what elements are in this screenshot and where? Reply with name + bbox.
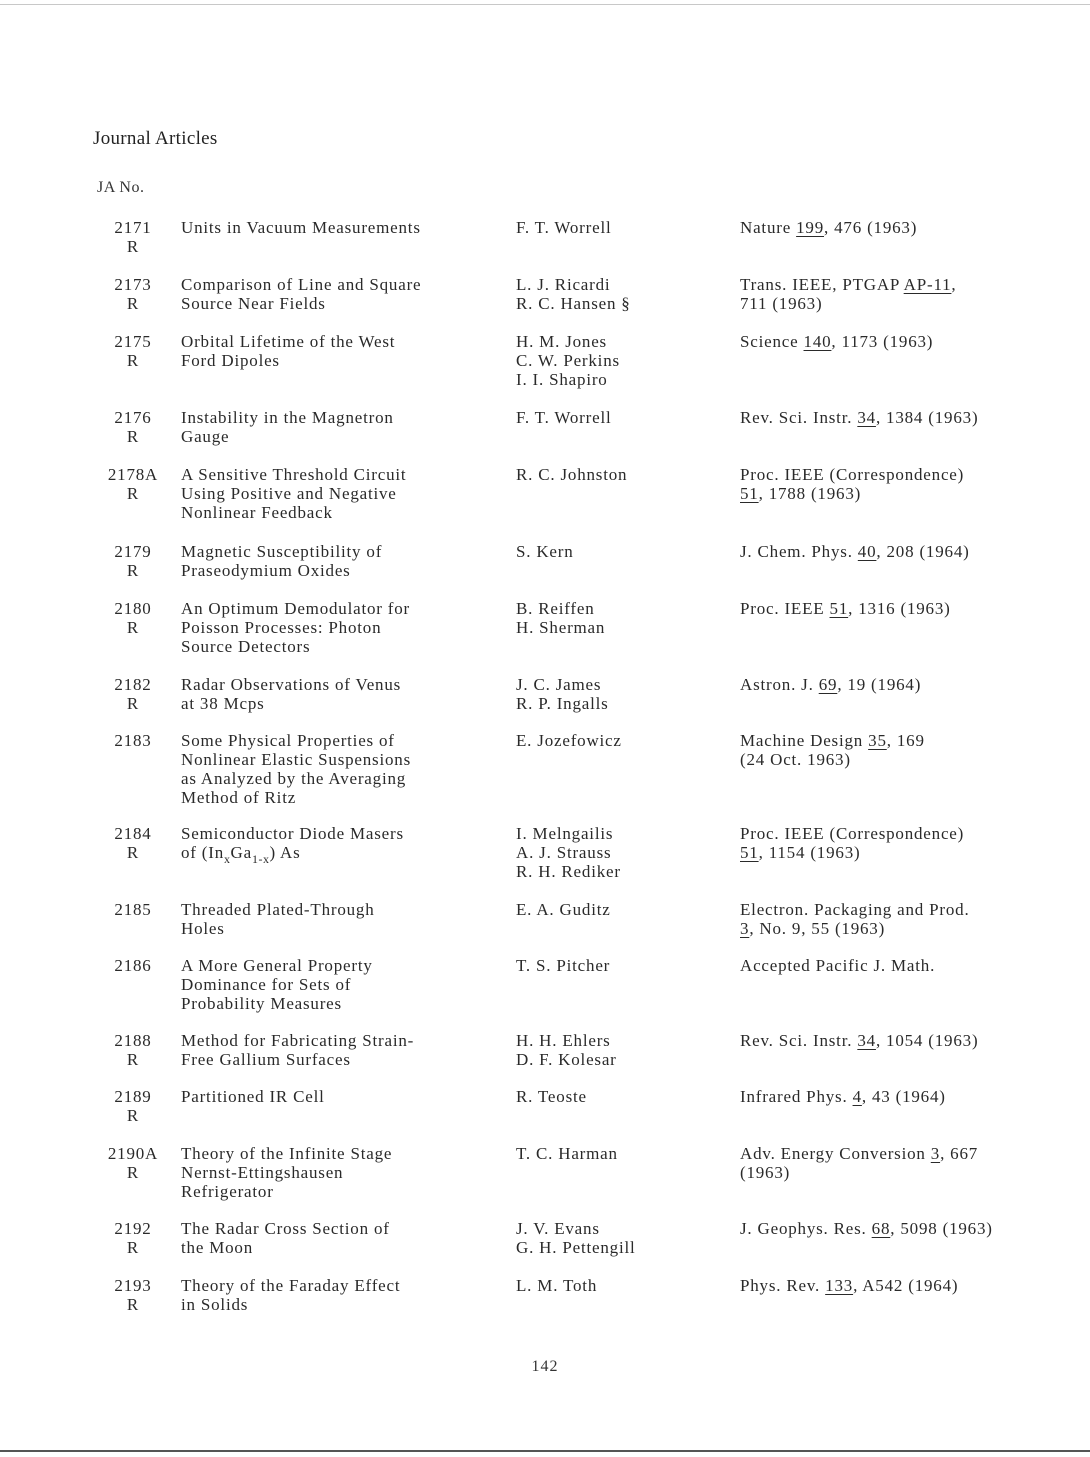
ja-reprint-flag: R [126, 351, 140, 370]
reference-line [740, 1144, 1060, 1163]
reference-line [740, 1219, 1060, 1238]
article-title-line: Partitioned IR Cell [181, 1087, 325, 1106]
reference-line [740, 1031, 1060, 1050]
article-authors [516, 731, 726, 750]
ja-number [100, 1219, 166, 1257]
article-authors [516, 542, 726, 561]
article-authors [516, 900, 726, 919]
author-name: E. A. Guditz [516, 900, 611, 919]
article-title [181, 542, 501, 580]
author-name: R. C. Hansen § [516, 294, 631, 313]
reference-text: , 5098 (1963) [890, 1219, 993, 1238]
article-title [181, 824, 501, 869]
article-title [181, 1087, 501, 1106]
article-authors [516, 1276, 726, 1295]
ja-reprint-flag: R [126, 1295, 140, 1314]
article-title-line: The Radar Cross Section of [181, 1219, 390, 1238]
ja-number-value: 2190A [107, 1144, 159, 1163]
ja-number [100, 900, 166, 919]
ja-number-value: 2178A [107, 465, 159, 484]
article-title [181, 332, 501, 370]
article-authors [516, 275, 726, 313]
reference-line [740, 484, 1060, 503]
article-title-line: Source Near Fields [181, 294, 326, 313]
reference-text: , 19 (1964) [837, 675, 922, 694]
article-title-line: Theory of the Infinite Stage [181, 1144, 393, 1163]
volume-number: AP-11 [903, 275, 952, 294]
journal-reference [740, 900, 1060, 938]
reference-text: , 43 (1964) [861, 1087, 946, 1106]
reference-line [740, 1087, 1060, 1106]
reference-text: Nature [740, 218, 797, 237]
bottom-rule [0, 1450, 1090, 1452]
reference-line [740, 1276, 1060, 1295]
ja-number [100, 1144, 166, 1182]
article-title [181, 1031, 501, 1069]
journal-reference [740, 1144, 1060, 1182]
reference-line [740, 824, 1060, 843]
column-label-ja-no: JA No. [97, 179, 145, 196]
reference-line [740, 465, 1060, 484]
article-title-line: Gauge [181, 427, 230, 446]
reference-text: (1963) [740, 1163, 791, 1182]
ja-number-value: 2173 [114, 275, 152, 294]
ja-number [100, 1031, 166, 1069]
journal-reference [740, 956, 1060, 975]
volume-number: 3 [930, 1144, 941, 1163]
journal-reference [740, 332, 1060, 351]
reference-text: , 1054 (1963) [875, 1031, 979, 1050]
journal-reference [740, 824, 1060, 862]
article-title [181, 731, 501, 807]
author-name: B. Reiffen [516, 599, 595, 618]
ja-number-value: 2182 [114, 675, 152, 694]
ja-number [100, 218, 166, 256]
ja-reprint-flag: R [126, 484, 140, 503]
author-name: G. H. Pettengill [516, 1238, 636, 1257]
reference-text: , 1173 (1963) [831, 332, 934, 351]
volume-number: 133 [825, 1276, 854, 1295]
volume-number: 140 [803, 332, 832, 351]
article-title-line: of $(In_xGa_{1-x})$ As [181, 843, 301, 866]
reference-text: , 1316 (1963) [848, 599, 951, 618]
ja-reprint-flag: R [126, 843, 140, 862]
reference-text: Trans. IEEE, PTGAP [740, 275, 904, 294]
article-title-line: Refrigerator [181, 1182, 274, 1201]
journal-reference [740, 731, 1060, 769]
ja-number-value: 2188 [114, 1031, 152, 1050]
article-title-line: An Optimum Demodulator for [181, 599, 411, 618]
ja-reprint-flag: R [126, 1050, 140, 1069]
formula-text: ) As [269, 843, 301, 862]
reference-line [740, 599, 1060, 618]
reference-line [740, 294, 1060, 313]
article-title-line: Source Detectors [181, 637, 311, 656]
reference-text: Electron. Packaging and Prod. [740, 900, 970, 919]
author-name: C. W. Perkins [516, 351, 620, 370]
article-title-line: the Moon [181, 1238, 254, 1257]
article-authors [516, 599, 726, 637]
article-title-line: A More General Property [181, 956, 373, 975]
reference-text: Proc. IEEE (Correspondence) [740, 824, 965, 843]
volume-number: 68 [871, 1219, 891, 1238]
article-authors [516, 1219, 726, 1257]
article-title-line: as Analyzed by the Averaging [181, 769, 407, 788]
ja-number [100, 332, 166, 370]
volume-number: 34 [857, 1031, 876, 1050]
ja-number-value: 2193 [114, 1276, 152, 1295]
ja-number-value: 2183 [114, 731, 152, 750]
volume-number: 51 [740, 843, 759, 862]
article-title-line: Comparison of Line and Square [181, 275, 422, 294]
author-name: J. V. Evans [516, 1219, 600, 1238]
reference-text: , 476 (1963) [824, 218, 918, 237]
article-title-line: Magnetic Susceptibility of [181, 542, 383, 561]
article-title-line: Nonlinear Elastic Suspensions [181, 750, 412, 769]
ja-number [100, 731, 166, 750]
journal-reference [740, 675, 1060, 694]
article-title-line: Using Positive and Negative [181, 484, 397, 503]
reference-line [740, 750, 1060, 769]
reference-text: , No. 9, 55 (1963) [749, 919, 886, 938]
ja-number [100, 599, 166, 637]
article-title-line: Threaded Plated-Through [181, 900, 375, 919]
article-title-line: Praseodymium Oxides [181, 561, 351, 580]
volume-number: 3 [740, 919, 750, 938]
ja-number [100, 408, 166, 446]
author-name: J. C. James [516, 675, 602, 694]
reference-text: , 169 [886, 731, 925, 750]
reference-text: , [951, 275, 957, 294]
reference-text: , 1788 (1963) [758, 484, 862, 503]
top-rule [0, 4, 1090, 5]
article-authors [516, 1087, 726, 1106]
ja-number [100, 1276, 166, 1314]
article-title [181, 465, 501, 522]
volume-number: 199 [796, 218, 825, 237]
reference-text: Phys. Rev. [740, 1276, 826, 1295]
journal-reference [740, 1087, 1060, 1106]
reference-text: J. Chem. Phys. [740, 542, 858, 561]
author-name: E. Jozefowicz [516, 731, 622, 750]
reference-text: Accepted Pacific J. Math. [740, 956, 936, 975]
article-title-line: Some Physical Properties of [181, 731, 395, 750]
volume-number: 51 [740, 484, 759, 503]
ja-number [100, 542, 166, 580]
volume-number: 51 [829, 599, 849, 618]
author-name: H. H. Ehlers [516, 1031, 611, 1050]
reference-line [740, 919, 1060, 938]
article-authors [516, 332, 726, 389]
reference-text: Proc. IEEE [740, 599, 830, 618]
author-name: R. Teoste [516, 1087, 587, 1106]
author-name: F. T. Worrell [516, 408, 612, 427]
reference-text: Adv. Energy Conversion [740, 1144, 931, 1163]
journal-reference [740, 465, 1060, 503]
ja-number [100, 824, 166, 862]
reference-line [740, 675, 1060, 694]
article-title [181, 900, 501, 938]
ja-number-value: 2176 [114, 408, 152, 427]
reference-text: , A542 (1964) [853, 1276, 959, 1295]
author-name: R. P. Ingalls [516, 694, 609, 713]
reference-text: Infrared Phys. [740, 1087, 853, 1106]
ja-number [100, 1087, 166, 1125]
ja-number-value: 2184 [114, 824, 152, 843]
author-name: A. J. Strauss [516, 843, 612, 862]
journal-reference [740, 1219, 1060, 1238]
author-name: H. Sherman [516, 618, 606, 637]
reference-text: (24 Oct. 1963) [740, 750, 851, 769]
ja-number [100, 956, 166, 975]
article-title-line: Units in Vacuum Measurements [181, 218, 421, 237]
reference-text: Astron. J. [740, 675, 819, 694]
reference-text: Machine Design [740, 731, 869, 750]
article-authors [516, 1031, 726, 1069]
formula-subscript: 1-x [251, 852, 270, 866]
article-title [181, 1144, 501, 1201]
article-title [181, 1219, 501, 1257]
article-title [181, 408, 501, 446]
volume-number: 35 [868, 731, 887, 750]
ja-reprint-flag: R [126, 1163, 140, 1182]
article-title-line: at 38 Mcps [181, 694, 265, 713]
author-name: R. H. Rediker [516, 862, 621, 881]
reference-line [740, 275, 1060, 294]
formula-text: Ga [230, 843, 252, 862]
reference-line [740, 218, 1060, 237]
ja-number [100, 275, 166, 313]
article-authors [516, 465, 726, 484]
formula-subscript: x [224, 852, 231, 866]
article-title-line: Probability Measures [181, 994, 342, 1013]
reference-text: Rev. Sci. Instr. [740, 1031, 858, 1050]
article-title [181, 1276, 501, 1314]
author-name: F. T. Worrell [516, 218, 612, 237]
ja-reprint-flag: R [126, 561, 140, 580]
section-title: Journal Articles [93, 128, 218, 149]
reference-line [740, 542, 1060, 561]
author-name: T. S. Pitcher [516, 956, 611, 975]
reference-text: , 1154 (1963) [758, 843, 861, 862]
article-title [181, 956, 501, 1013]
ja-number-value: 2180 [114, 599, 152, 618]
ja-reprint-flag: R [126, 1106, 140, 1125]
reference-line [740, 332, 1060, 351]
reference-text: , 1384 (1963) [875, 408, 979, 427]
reference-text: Proc. IEEE (Correspondence) [740, 465, 965, 484]
article-title-line: Poisson Processes: Photon [181, 618, 382, 637]
ja-number [100, 465, 166, 503]
article-title [181, 275, 501, 313]
article-title-line: Orbital Lifetime of the West [181, 332, 396, 351]
reference-text: Science [740, 332, 804, 351]
author-name: D. F. Kolesar [516, 1050, 617, 1069]
article-authors [516, 675, 726, 713]
reference-line [740, 408, 1060, 427]
author-name: I. I. Shapiro [516, 370, 608, 389]
reference-text: , 208 (1964) [876, 542, 970, 561]
article-title-line: Semiconductor Diode Masers [181, 824, 404, 843]
article-authors [516, 956, 726, 975]
article-title-line: Theory of the Faraday Effect [181, 1276, 401, 1295]
journal-reference [740, 218, 1060, 237]
journal-reference [740, 599, 1060, 618]
article-title-line: Instability in the Magnetron [181, 408, 394, 427]
article-authors [516, 218, 726, 237]
article-title [181, 218, 501, 237]
volume-number: 34 [857, 408, 876, 427]
article-title-line: Method for Fabricating Strain- [181, 1031, 415, 1050]
journal-reference [740, 1031, 1060, 1050]
article-title-line: Nernst-Ettingshausen [181, 1163, 344, 1182]
journal-reference [740, 542, 1060, 561]
article-title-line: in Solids [181, 1295, 249, 1314]
reference-text: Rev. Sci. Instr. [740, 408, 858, 427]
reference-line [740, 1163, 1060, 1182]
ja-reprint-flag: R [126, 237, 140, 256]
page-number: 142 [531, 1358, 559, 1375]
volume-number: 40 [857, 542, 877, 561]
author-name: H. M. Jones [516, 332, 607, 351]
ja-number-value: 2189 [114, 1087, 152, 1106]
ja-reprint-flag: R [126, 694, 140, 713]
reference-line [740, 843, 1060, 862]
article-authors [516, 824, 726, 881]
article-title-line: Method of Ritz [181, 788, 297, 807]
article-title-line: A Sensitive Threshold Circuit [181, 465, 407, 484]
article-title-line: Dominance for Sets of [181, 975, 352, 994]
ja-number-value: 2186 [114, 956, 152, 975]
article-title [181, 599, 501, 656]
reference-text: J. Geophys. Res. [740, 1219, 872, 1238]
ja-number [100, 675, 166, 713]
article-title-line: Holes [181, 919, 225, 938]
author-name: S. Kern [516, 542, 574, 561]
ja-number-value: 2192 [114, 1219, 152, 1238]
author-name: R. C. Johnston [516, 465, 628, 484]
reference-text: , 667 [940, 1144, 979, 1163]
volume-number: 69 [818, 675, 838, 694]
ja-number-value: 2175 [114, 332, 152, 351]
article-title-line: Nonlinear Feedback [181, 503, 333, 522]
author-name: L. M. Toth [516, 1276, 598, 1295]
journal-reference [740, 275, 1060, 313]
author-name: T. C. Harman [516, 1144, 618, 1163]
ja-number-value: 2185 [114, 900, 152, 919]
reference-line [740, 900, 1060, 919]
journal-reference [740, 1276, 1060, 1295]
ja-number-value: 2171 [114, 218, 152, 237]
author-name: L. J. Ricardi [516, 275, 611, 294]
article-authors [516, 408, 726, 427]
ja-number-value: 2179 [114, 542, 152, 561]
reference-line [740, 956, 1060, 975]
article-title-line: Radar Observations of Venus [181, 675, 402, 694]
article-authors [516, 1144, 726, 1163]
article-title-line: Ford Dipoles [181, 351, 280, 370]
article-title [181, 675, 501, 713]
ja-reprint-flag: R [126, 427, 140, 446]
volume-number: 4 [852, 1087, 862, 1106]
reference-line [740, 731, 1060, 750]
ja-reprint-flag: R [126, 1238, 140, 1257]
journal-reference [740, 408, 1060, 427]
author-name: I. Melngailis [516, 824, 614, 843]
article-title-line: Free Gallium Surfaces [181, 1050, 351, 1069]
reference-text: 711 (1963) [740, 294, 823, 313]
ja-reprint-flag: R [126, 294, 140, 313]
ja-reprint-flag: R [126, 618, 140, 637]
